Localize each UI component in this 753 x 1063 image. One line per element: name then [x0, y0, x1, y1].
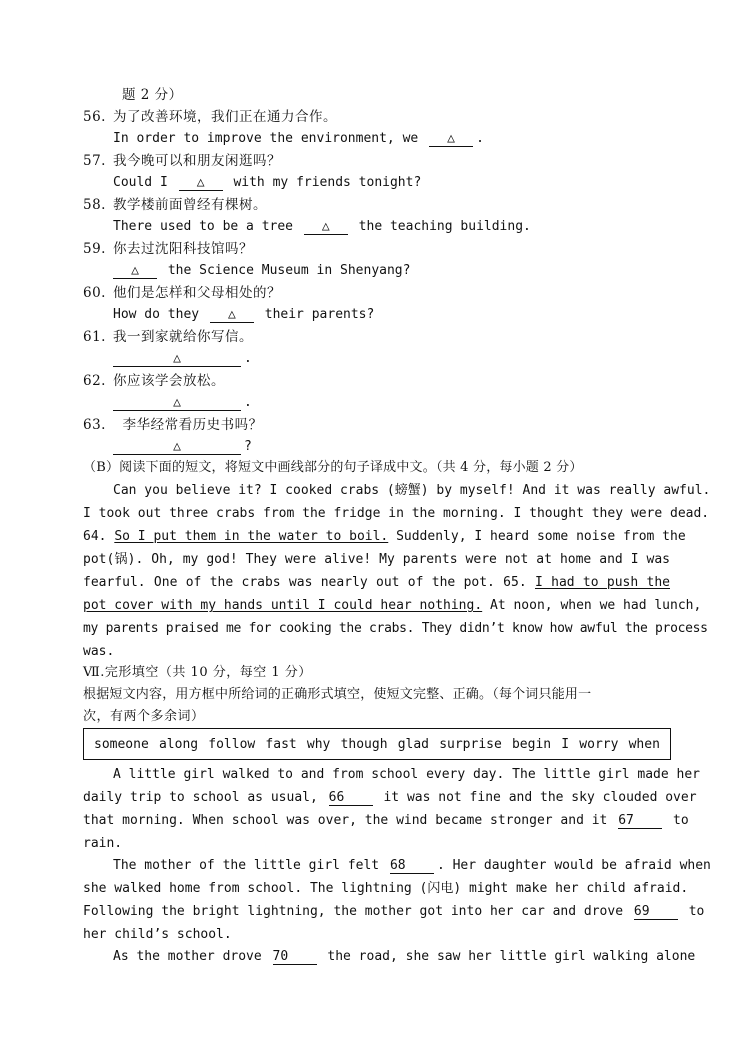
- cloze-blank-70[interactable]: 70: [273, 949, 317, 965]
- item-60-chinese: 60. 他们是怎样和父母相处的？: [83, 285, 281, 301]
- passage-b-line-7: my parents praised me for cooking the crabs. They didn’t know how awful the process: [83, 621, 708, 636]
- word-option: I: [561, 736, 570, 752]
- passage-b-line-8: was.: [83, 644, 115, 659]
- underlined-sentence-65-part-1: I had to push the: [534, 575, 670, 590]
- word-option: begin: [511, 736, 552, 752]
- word-option: surprise: [439, 736, 502, 752]
- intro-tail: 题 2 分）: [122, 87, 183, 103]
- passage-b-line-1: Can you believe it? I cooked crabs (螃蟹) by myself! And it was really awful.: [113, 483, 711, 498]
- word-option: follow: [208, 736, 256, 752]
- cloze-blank-66[interactable]: 66: [329, 790, 373, 806]
- section-vii-instruction-2: 次，有两个多余词）: [83, 709, 205, 724]
- item-59-chinese: 59. 你去过沈阳科技馆吗？: [83, 241, 253, 257]
- item-60-english: How do they △ their parents?: [113, 307, 375, 322]
- cloze-p2-line-1: The mother of the little girl felt 68 . Her daughter would be afraid when: [113, 858, 711, 873]
- cloze-p1-line-3: that morning. When school was over, the wind became stronger and it 67 to: [83, 813, 689, 828]
- cloze-p2-line-3: Following the bright lightning, the mother got into her car and drove 69 to: [83, 904, 705, 919]
- cloze-p1-line-1: A little girl walked to and from school every day. The little girl made her: [113, 767, 700, 782]
- answer-blank-62[interactable]: △: [113, 395, 241, 411]
- passage-b-line-2: I took out three crabs from the fridge in the morning. I thought they were dead.: [83, 506, 710, 521]
- passage-b-line-3: 64. So I put them in the water to boil. Suddenly, I heard some noise from the: [83, 529, 686, 544]
- word-option: someone: [94, 736, 149, 752]
- item-56-chinese: 56. 为了改善环境，我们正在通力合作。: [83, 109, 337, 125]
- cloze-p3-line-1: As the mother drove 70 the road, she saw her little girl walking alone: [113, 949, 696, 964]
- word-option: worry: [579, 736, 619, 752]
- cloze-p1-line-4: rain.: [83, 836, 123, 851]
- answer-blank-63[interactable]: △: [113, 439, 241, 455]
- passage-b-line-4: pot(锅). Oh, my god! They were alive! My parents were not at home and I was: [83, 552, 670, 567]
- passage-b-line-5: fearful. One of the crabs was nearly out of the pot. 65. I had to push the: [83, 575, 670, 590]
- item-56-english: In order to improve the environment, we △ .: [113, 131, 484, 146]
- cloze-p2-line-4: her child’s school.: [83, 927, 232, 942]
- word-option: why: [306, 736, 331, 752]
- cloze-blank-69[interactable]: 69: [634, 904, 678, 920]
- item-61-chinese: 61. 我一到家就给你写信。: [83, 329, 253, 345]
- underlined-sentence-65-part-2: pot cover with my hands until I could hear nothing.: [83, 598, 483, 613]
- answer-blank-61[interactable]: △: [113, 351, 241, 367]
- section-vii-instruction-1: 根据短文内容，用方框中所给词的正确形式填空，使短文完整、正确。（每个词只能用一: [83, 687, 592, 702]
- item-63-chinese: 63. 李华经常看历史书吗？: [83, 417, 263, 433]
- word-box: [83, 728, 671, 760]
- item-59-english: △ the Science Museum in Shenyang?: [113, 262, 410, 280]
- item-57-chinese: 57. 我今晚可以和朋友闲逛吗？: [83, 153, 281, 169]
- item-57-english: Could I △ with my friends tonight?: [113, 175, 422, 190]
- cloze-p1-line-2: daily trip to school as usual, 66 it was not fine and the sky clouded over: [83, 790, 697, 805]
- cloze-blank-68[interactable]: 68: [390, 858, 434, 874]
- word-option: glad: [397, 736, 430, 752]
- item-62-chinese: 62. 你应该学会放松。: [83, 373, 225, 389]
- word-option: though: [340, 736, 388, 752]
- word-option: when: [628, 736, 660, 752]
- item-62-english: △ .: [113, 394, 252, 412]
- answer-blank-58[interactable]: △: [304, 219, 348, 235]
- answer-blank-60[interactable]: △: [210, 307, 254, 323]
- section-vii-title: Ⅶ.完形填空（共 10 分，每空 1 分）: [83, 665, 312, 680]
- word-option: fast: [265, 736, 297, 752]
- item-61-english: △ .: [113, 350, 252, 368]
- cloze-blank-67[interactable]: 67: [618, 813, 662, 829]
- answer-blank-57[interactable]: △: [179, 175, 223, 191]
- item-58-english: There used to be a tree △ the teaching building.: [113, 219, 531, 234]
- item-58-chinese: 58. 教学楼前面曾经有棵树。: [83, 197, 267, 213]
- passage-b-line-6: pot cover with my hands until I could hear nothing. At noon, when we had lunch,: [83, 598, 702, 613]
- answer-blank-59[interactable]: △: [113, 263, 157, 279]
- cloze-p2-line-2: she walked home from school. The lightning (闪电) might make her child afraid.: [83, 881, 689, 896]
- word-option: along: [158, 736, 199, 752]
- underlined-sentence-64: So I put them in the water to boil.: [114, 529, 389, 544]
- item-63-english: △ ?: [113, 438, 252, 456]
- section-b-title: （B）阅读下面的短文，将短文中画线部分的句子译成中文。（共 4 分，每小题 2 分）: [83, 460, 583, 475]
- answer-blank-56[interactable]: △: [429, 131, 473, 147]
